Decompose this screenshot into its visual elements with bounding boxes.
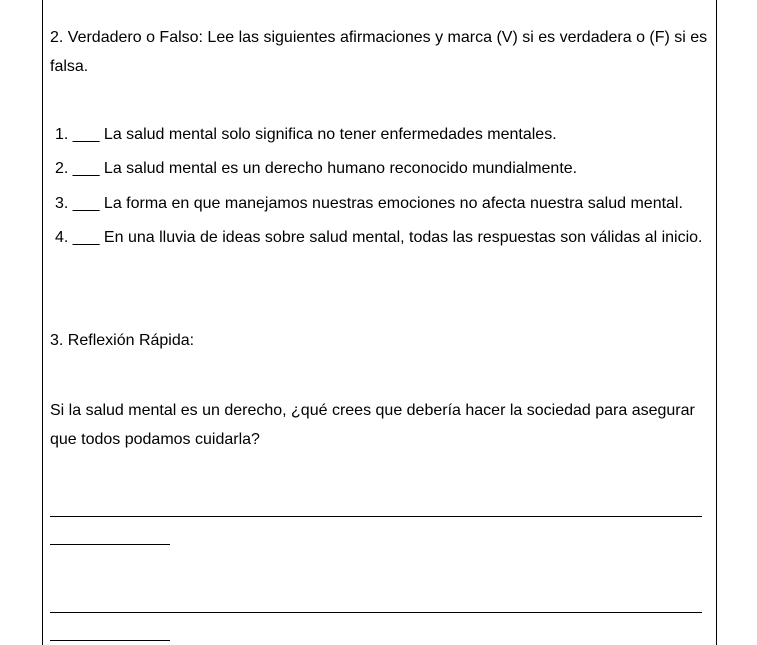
answer-line-2-continuation [50, 640, 170, 641]
answer-line-1-continuation [50, 544, 170, 545]
worksheet-page [42, 0, 717, 645]
true-false-question-heading: 2. Verdadero o Falso: Lee las siguientes afirmaciones y marca (V) si es verdadera o (F) si es falsa. [50, 29, 708, 75]
true-false-item-2: 2. ___ La salud mental es un derecho humano reconocido mundialmente. [55, 160, 578, 177]
true-false-item-4: 4. ___ En una lluvia de ideas sobre salud mental, todas las respuestas son válidas al inicio. [55, 229, 703, 246]
answer-line-1 [50, 516, 702, 517]
true-false-item-1: 1. ___ La salud mental solo significa no tener enfermedades mentales. [55, 126, 557, 143]
reflection-heading: 3. Reflexión Rápida: [50, 332, 195, 349]
true-false-item-3: 3. ___ La forma en que manejamos nuestras emociones no afecta nuestra salud mental. [55, 195, 683, 212]
answer-line-2 [50, 612, 702, 613]
reflection-prompt: Si la salud mental es un derecho, ¿qué crees que debería hacer la sociedad para asegurar que todos podamos cuidarla? [50, 402, 695, 448]
